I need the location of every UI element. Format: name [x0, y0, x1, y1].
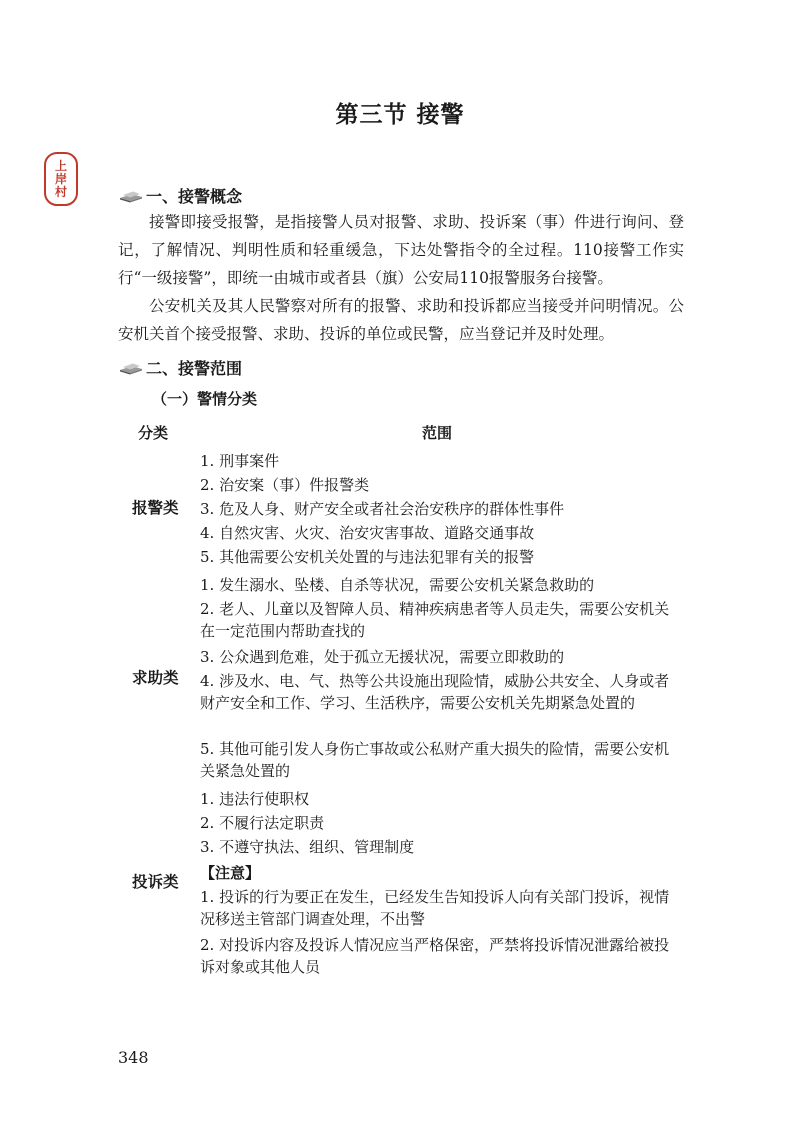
- section-heading-text: 二、接警范围: [146, 359, 243, 378]
- list-item: 2. 老人、儿童以及智障人员、精神疾病患者等人员走失，需要公安机关在一定范围内帮助查找的: [200, 600, 670, 640]
- section-heading-scope: [118, 356, 242, 379]
- list-item: 3. 危及人身、财产安全或者社会治安秩序的群体性事件: [200, 500, 565, 518]
- list-item: 3. 公众遇到危难，处于孤立无援状况，需要立即救助的: [200, 648, 565, 666]
- column-header-category: 分类: [138, 424, 169, 442]
- list-item: 5. 其他可能引发人身伤亡事故或公私财产重大损失的险情，需要公安机关紧急处置的: [200, 740, 670, 780]
- list-item: 4. 自然灾害、火灾、治安灾害事故、道路交通事故: [200, 524, 535, 542]
- paragraph: 接警即接受报警，是指接警人员对报警、求助、投诉案（事）件进行询问、登记，了解情况、判明性质和轻重缓急，下达处警指令的全过程。110接警工作实行“一级接警”，即统一由城市或者县（旗）公安局110报警服务台接警。: [118, 213, 684, 287]
- note-item: 2. 对投诉内容及投诉人情况应当严格保密，严禁将投诉情况泄露给被投诉对象或其他人员: [200, 936, 670, 976]
- page-title: 第三节 接警: [335, 102, 465, 128]
- page-number: 348: [118, 1048, 149, 1067]
- note-label: 【注意】: [200, 864, 261, 882]
- list-item: 1. 发生溺水、坠楼、自杀等状况，需要公安机关紧急救助的: [200, 576, 595, 594]
- book-stack-icon: [118, 361, 144, 375]
- list-item: 1. 违法行使职权: [200, 790, 310, 808]
- list-item: 3. 不遵守执法、组织、管理制度: [200, 838, 415, 856]
- list-item: 4. 涉及水、电、气、热等公共设施出现险情，威胁公共安全、人身或者财产安全和工作、学习、生活秩序，需要公安机关先期紧急处置的: [200, 672, 670, 712]
- category-label: 投诉类: [132, 873, 179, 891]
- subsection-heading: （一）警情分类: [152, 390, 258, 408]
- list-item: 5. 其他需要公安机关处置的与违法犯罪有关的报警: [200, 548, 535, 566]
- category-label: 求助类: [132, 669, 179, 687]
- book-stack-icon: [118, 189, 144, 203]
- list-item: 2. 不履行法定职责: [200, 814, 325, 832]
- note-item: 1. 投诉的行为要正在发生，已经发生告知投诉人向有关部门投诉，视情况移送主管部门调查处理，不出警: [200, 888, 670, 928]
- list-item: 1. 刑事案件: [200, 452, 280, 470]
- category-label: 报警类: [132, 499, 179, 517]
- column-header-scope: 范围: [422, 424, 453, 442]
- paragraph: 公安机关及其人民警察对所有的报警、求助和投诉都应当接受并问明情况。公安机关首个接受报警、求助、投诉的单位或民警，应当登记并及时处理。: [118, 297, 684, 343]
- list-item: 2. 治安案（事）件报警类: [200, 476, 370, 494]
- section-heading-text: 一、接警概念: [146, 187, 243, 206]
- seal-stamp: 上 岸 村: [44, 152, 78, 206]
- section-heading-concept: [118, 184, 242, 207]
